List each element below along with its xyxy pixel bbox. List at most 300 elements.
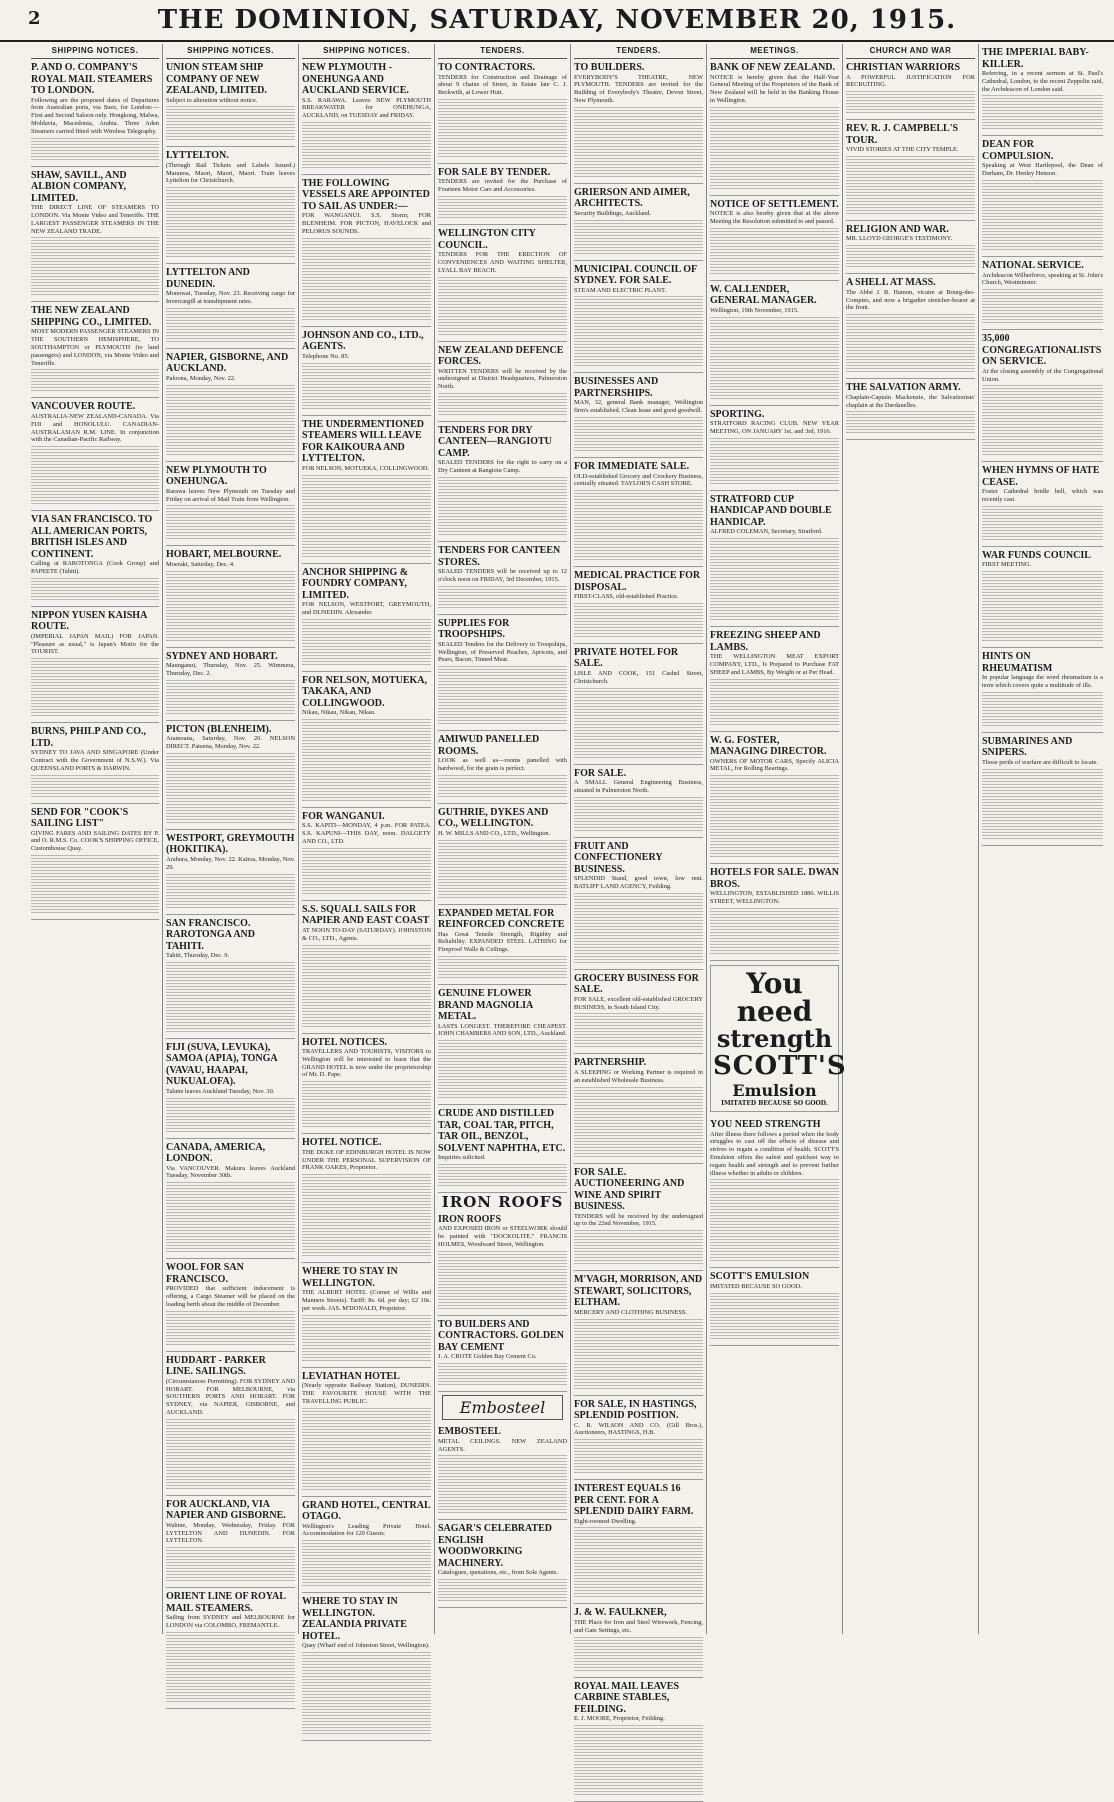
ad-title: HOBART, MELBOURNE. bbox=[166, 549, 282, 561]
print-lines bbox=[710, 787, 839, 797]
print-lines bbox=[302, 475, 431, 485]
ad-title: SPORTING. bbox=[710, 408, 765, 420]
ad-title: CANADA, AMERICA, LONDON. bbox=[166, 1141, 266, 1165]
ad-body: Security Buildings, Auckland. bbox=[574, 209, 652, 217]
ad-title: GENUINE FLOWER BRAND MAGNOLIA METAL. bbox=[438, 988, 533, 1022]
ad-body: MERCERY AND CLOTHING BUSINESS. bbox=[574, 1308, 688, 1316]
print-lines bbox=[302, 719, 431, 729]
ad-body: FIRST MEETING. bbox=[982, 561, 1032, 569]
print-lines bbox=[438, 968, 567, 978]
ad-body: SYDNEY TO JAVA AND SINGAPORE (Under Contract with the Government of N.S.W.). Via QUEENSLAND PORTS & DARWIN. bbox=[31, 749, 159, 772]
print-lines bbox=[166, 1311, 295, 1321]
ad-body: WELLINGTON, ESTABLISHED 1886. WILLIS STREET, WELLINGTON. bbox=[710, 890, 839, 905]
print-lines bbox=[438, 1064, 567, 1074]
print-lines bbox=[574, 1587, 703, 1597]
print-lines bbox=[438, 1052, 567, 1062]
ad-body: THE Place for Iron and Steel Wirework, Fencing, and Gate Settings, etc. bbox=[574, 1618, 703, 1634]
ad-title: RELIGION AND WAR. bbox=[846, 223, 949, 235]
print-lines bbox=[166, 595, 295, 605]
print-lines bbox=[574, 1087, 703, 1097]
advertisement bbox=[574, 1396, 703, 1481]
print-lines bbox=[31, 706, 159, 716]
ad-body: GIVING FARES AND SAILING DATES BY P. and O. R.M.S. Co. COOK'S SHIPPING OFFICE, Customhouse Quay. bbox=[31, 829, 159, 853]
print-lines bbox=[438, 864, 567, 874]
advertisement bbox=[166, 147, 295, 264]
print-lines bbox=[574, 724, 703, 734]
ad-title: FOR AUCKLAND, VIA NAPIER AND GISBORNE. bbox=[166, 1498, 286, 1522]
print-lines bbox=[302, 1186, 431, 1196]
print-lines bbox=[574, 1254, 703, 1264]
advertisement bbox=[982, 462, 1103, 547]
print-lines bbox=[574, 1527, 703, 1537]
print-lines bbox=[982, 313, 1103, 323]
ad-title: THE UNDERMENTIONED STEAMERS WILL LEAVE FOR KAIKOURA AND LYTTELTON. bbox=[302, 418, 424, 465]
print-lines bbox=[166, 692, 295, 702]
print-lines bbox=[438, 787, 567, 797]
print-lines bbox=[982, 829, 1103, 839]
print-lines bbox=[438, 1579, 567, 1589]
advertisement bbox=[574, 970, 703, 1055]
print-lines bbox=[438, 477, 567, 487]
print-lines bbox=[574, 1725, 703, 1735]
print-lines bbox=[31, 138, 159, 148]
print-lines bbox=[166, 986, 295, 996]
ad-title: CHRISTIAN WARRIORS bbox=[846, 62, 961, 73]
print-lines bbox=[710, 474, 839, 484]
print-lines bbox=[846, 192, 975, 202]
print-lines bbox=[166, 1656, 295, 1666]
print-lines bbox=[710, 240, 839, 250]
advertisement bbox=[710, 281, 839, 406]
print-lines bbox=[574, 1637, 703, 1647]
ad-title: THE NEW ZEALAND SHIPPING CO., LIMITED. bbox=[31, 305, 152, 328]
print-lines bbox=[166, 187, 295, 197]
print-lines bbox=[982, 619, 1103, 629]
print-lines bbox=[166, 106, 295, 116]
print-lines bbox=[982, 240, 1103, 250]
print-lines bbox=[574, 332, 703, 342]
print-lines bbox=[302, 1676, 431, 1686]
advertisement bbox=[710, 1116, 839, 1268]
print-lines bbox=[846, 91, 975, 101]
print-lines bbox=[574, 1451, 703, 1461]
print-lines bbox=[302, 872, 431, 882]
print-lines bbox=[166, 1680, 295, 1690]
print-lines bbox=[166, 1431, 295, 1441]
print-lines bbox=[574, 627, 703, 637]
ad-title: FOR NELSON, MOTUEKA, TAKAKA, AND COLLINGWOOD. bbox=[302, 674, 428, 709]
ad-body: After illness there follows a period when the body struggles to cast off the effects of disease and strives to regain a condition of health. SCOTT'S Emulsion offers the safest and quickest way to regain health and strength and to prevent further illness whether in adults or children. bbox=[710, 1130, 839, 1177]
ad-body: SEALED TENDERS will be received up to 12 o'clock noon on FRIDAY, 3rd December, 1915. bbox=[438, 568, 567, 583]
print-lines bbox=[574, 429, 703, 439]
ad-body: FOR NELSON, WESTPORT, GREYMOUTH, and DUNEDIN. Alexander. bbox=[302, 601, 431, 616]
print-lines bbox=[302, 523, 431, 533]
print-lines bbox=[302, 1444, 431, 1454]
advertisement bbox=[166, 59, 295, 147]
advertisement bbox=[166, 1139, 295, 1260]
ad-body: OLD-established Grocery and Crockery Business, centrally situated. TAYLOR'S CASH STORE. bbox=[574, 472, 703, 488]
advertisement bbox=[710, 59, 839, 196]
print-lines bbox=[31, 682, 159, 692]
print-lines bbox=[438, 1176, 567, 1186]
ad-body: STEAM AND ELECTRIC PLANT. bbox=[574, 286, 667, 294]
print-lines bbox=[574, 1013, 703, 1023]
print-lines bbox=[302, 945, 431, 955]
print-lines bbox=[302, 755, 431, 765]
print-lines bbox=[302, 1174, 431, 1184]
advertisement bbox=[846, 221, 975, 274]
ad-body: NOTICE is also hereby given that at the above Meeting the Resolution submitted to and passed. bbox=[710, 210, 839, 226]
print-lines bbox=[574, 308, 703, 318]
ad-headline-2: strength bbox=[716, 1023, 833, 1053]
print-lines bbox=[302, 298, 431, 308]
print-lines bbox=[710, 389, 839, 399]
print-lines bbox=[302, 731, 431, 741]
print-lines bbox=[574, 1737, 703, 1747]
print-lines bbox=[302, 1576, 431, 1586]
ad-body: TRAVELLERS AND TOURISTS, VISITORS to Wellington will be interested to learn that the GRAND HOTEL is now under the proprietorship of Mr. D. Pape. bbox=[302, 1048, 431, 1079]
print-lines bbox=[574, 917, 703, 927]
advertisement bbox=[710, 627, 839, 731]
print-lines bbox=[982, 204, 1103, 214]
advertisement bbox=[574, 458, 703, 567]
advertisement bbox=[574, 1054, 703, 1163]
ad-body: C. R. WILSON AND CO. (Gill Bros.), Auctioneers, HASTINGS, H.B. bbox=[574, 1421, 703, 1437]
ad-title: S.S. SQUALL SAILS FOR NAPIER AND EAST COAST bbox=[302, 903, 430, 927]
advertisement bbox=[574, 261, 703, 374]
print-lines bbox=[166, 130, 295, 140]
print-lines bbox=[302, 1081, 431, 1091]
advertisement bbox=[438, 985, 567, 1105]
print-lines bbox=[710, 1251, 839, 1261]
ad-body: Tahiti, Thursday, Dec. 9. bbox=[166, 952, 230, 959]
ad-body: FOR NELSON, MOTUEKA, COLLINGWOOD. bbox=[302, 464, 430, 472]
ad-body: Chaplain-Captain Mackenzie, the Salvationists' chaplain at the Dardanelles. bbox=[846, 393, 975, 409]
print-lines bbox=[166, 247, 295, 257]
ad-body: J. A. CROTE Golden Bay Cement Co. bbox=[438, 1353, 537, 1361]
ad-body: Nikau, Nikau, Nikau, Nikau. bbox=[302, 709, 376, 717]
column-header: TENDERS. bbox=[574, 44, 703, 59]
print-lines bbox=[166, 1668, 295, 1678]
ad-title: FOR SALE. bbox=[574, 767, 627, 779]
print-lines bbox=[302, 957, 431, 967]
print-lines bbox=[574, 1379, 703, 1389]
advertisement bbox=[166, 915, 295, 1039]
print-lines bbox=[166, 320, 295, 330]
print-lines bbox=[166, 445, 295, 455]
ad-body: AND EXPOSED IRON or STEELWORK should be painted with "DOCKOLITE." FRANCIS HOLMES, Woodward Street, Wellington. bbox=[438, 1225, 567, 1249]
print-lines bbox=[710, 155, 839, 165]
ad-title: EMBOSTEEL bbox=[438, 1426, 501, 1438]
print-lines bbox=[574, 809, 703, 819]
ad-body: METAL CEILINGS. NEW ZEALAND AGENTS. bbox=[438, 1437, 567, 1453]
advertisement bbox=[574, 765, 703, 838]
ad-body: Sailing from SYDNEY and MELBOURNE for LONDON via COLOMBO, FREMANTLE. bbox=[166, 1614, 295, 1629]
print-lines bbox=[438, 1275, 567, 1285]
ad-title: TO CONTRACTORS. bbox=[438, 62, 535, 73]
column-header: CHURCH AND WAR bbox=[846, 44, 975, 59]
print-lines bbox=[302, 158, 431, 168]
print-lines bbox=[438, 289, 567, 299]
ad-body: A SMALL General Engineering Business, situated in Palmerston North. bbox=[574, 779, 703, 794]
advertisement bbox=[31, 167, 159, 303]
print-lines bbox=[166, 1467, 295, 1477]
print-lines bbox=[438, 208, 567, 218]
print-lines bbox=[710, 353, 839, 363]
advertisement bbox=[574, 1604, 703, 1677]
print-lines bbox=[710, 1329, 839, 1339]
print-lines bbox=[438, 876, 567, 886]
ad-title: SCOTT'S EMULSION bbox=[710, 1271, 810, 1283]
print-lines bbox=[574, 1551, 703, 1561]
print-lines bbox=[710, 823, 839, 833]
print-lines bbox=[302, 969, 431, 979]
advertisement bbox=[302, 175, 431, 327]
print-lines bbox=[982, 180, 1103, 190]
print-lines bbox=[302, 487, 431, 497]
ad-body: ALFRED COLEMAN, Secretary, Stratford. bbox=[710, 528, 823, 536]
ad-body: LOOK as well as—rooms panelled with hardwood, for the grain is perfect. bbox=[438, 757, 567, 772]
print-lines bbox=[982, 433, 1103, 443]
print-lines bbox=[31, 381, 159, 391]
ad-title: IRON ROOFS bbox=[438, 1213, 502, 1225]
iron-roofs-banner: IRON ROOFS bbox=[441, 1192, 564, 1211]
ad-body: LASTS LONGEST. THEREFORE CHEAPEST. JOHN CHAMBERS AND SON, LTD., Auckland. bbox=[438, 1022, 567, 1038]
advertisement bbox=[438, 1105, 567, 1193]
print-lines bbox=[982, 518, 1103, 528]
print-lines bbox=[438, 196, 567, 206]
ad-body: MOST MODERN PASSENGER STEAMERS IN THE SOUTHERN HEMISPHERE, TO SOUTHAMPTON or PLYMOUTH (to land passengers) and LONDON, via Monte Video and Teneriffe. bbox=[31, 328, 159, 367]
print-lines bbox=[31, 369, 159, 379]
print-lines bbox=[710, 1179, 839, 1189]
ad-body: E. J. MOORE, Proprietor, Feilding. bbox=[574, 1715, 665, 1723]
ad-title: FOR SALE, IN HASTINGS, SPLENDID POSITION. bbox=[574, 1398, 697, 1421]
ad-body: (Circumstances Permitting). FOR SYDNEY AND HOBART. FOR MELBOURNE, via SOUTHERN PORTS AND HOBART. FOR SYDNEY, via NAPIER, GISBORNE, and AUCKLAND. bbox=[166, 1377, 295, 1416]
print-lines bbox=[166, 998, 295, 1008]
print-lines bbox=[302, 547, 431, 557]
ad-body: Quay (Wharf end of Johnston Street, Wellington). bbox=[302, 1642, 430, 1650]
print-lines bbox=[982, 289, 1103, 299]
print-lines bbox=[438, 1491, 567, 1501]
print-lines bbox=[982, 506, 1103, 516]
print-lines bbox=[982, 530, 1103, 540]
ad-body: EVERYBODY'S THEATRE, NEW PLYMOUTH. TENDERS are invited for the Building of Everybody's Theatre, Devon Street, New Plymouth. bbox=[574, 73, 703, 104]
ad-title: JOHNSON AND CO., LTD., AGENTS. bbox=[302, 329, 424, 353]
column-8 bbox=[979, 44, 1106, 1634]
advertisement bbox=[438, 804, 567, 905]
ad-body: THE WELLINGTON MEAT EXPORT COMPANY, LTD., Is Prepared to Purchase FAT SHEEP and LAMBS, By Weight or at Per Head. bbox=[710, 653, 839, 676]
print-lines bbox=[982, 595, 1103, 605]
ad-title: FREEZING SHEEP AND LAMBS. bbox=[710, 630, 821, 653]
print-lines bbox=[710, 317, 839, 327]
print-lines bbox=[846, 180, 975, 190]
ad-body: NOTICE is hereby given that the Half-Year General Meeting of the Proprietors of the Bank of New Zealand will be held in the Banking House in Wellington. bbox=[710, 73, 839, 104]
print-lines bbox=[574, 748, 703, 758]
print-lines bbox=[574, 893, 703, 903]
ad-title: HUDDART - PARKER LINE. SAILINGS. bbox=[166, 1354, 266, 1378]
column-header: SHIPPING NOTICES. bbox=[31, 44, 159, 59]
print-lines bbox=[846, 245, 975, 255]
ad-title: NATIONAL SERVICE. bbox=[982, 260, 1084, 272]
advertisement bbox=[166, 1259, 295, 1351]
print-lines bbox=[166, 421, 295, 431]
print-lines bbox=[846, 326, 975, 336]
print-lines bbox=[982, 607, 1103, 617]
masthead bbox=[0, 0, 1114, 42]
ad-title: WAR FUNDS COUNCIL bbox=[982, 549, 1091, 561]
ad-body: SEALED TENDERS for the right to carry on a Dry Canteen at Rangiotu Camp. bbox=[438, 459, 567, 475]
print-lines bbox=[438, 956, 567, 966]
print-lines bbox=[166, 1443, 295, 1453]
ad-body: In popular language the word rheumatism is a term which covers quite a multitude of ills. bbox=[982, 674, 1103, 690]
print-lines bbox=[710, 920, 839, 930]
print-lines bbox=[302, 1105, 431, 1115]
ad-body: Those perils of warfare are difficult to locate. bbox=[982, 758, 1098, 766]
print-lines bbox=[302, 499, 431, 509]
print-lines bbox=[438, 1076, 567, 1086]
ad-body: Calling at RAROTONGA (Cook Group) and PAPEETE (Tahiti). bbox=[31, 560, 159, 575]
ad-body: Inquiries solicited. bbox=[438, 1154, 486, 1162]
ad-body: Via VANCOUVER. Makura leaves Auckland Tuesday, November 30th. bbox=[166, 1164, 295, 1180]
print-lines bbox=[31, 470, 159, 480]
print-lines bbox=[166, 813, 295, 823]
print-lines bbox=[710, 264, 839, 274]
print-lines bbox=[846, 314, 975, 324]
print-lines bbox=[166, 529, 295, 539]
print-lines bbox=[574, 1331, 703, 1341]
print-lines bbox=[166, 308, 295, 318]
print-lines bbox=[982, 583, 1103, 593]
ad-title: A SHELL AT MASS. bbox=[846, 277, 936, 289]
print-lines bbox=[982, 216, 1103, 226]
print-lines bbox=[302, 1700, 431, 1710]
print-lines bbox=[31, 787, 159, 797]
column-7 bbox=[843, 44, 979, 1634]
ad-body: The Abbé J. B. Hamon, vicaire at Bourg-des-Comptes, and now a brigadier stretcher-bearer at the front. bbox=[846, 288, 975, 312]
print-lines bbox=[166, 1323, 295, 1333]
advertisement bbox=[166, 1496, 295, 1588]
ad-title: GRAND HOTEL, CENTRAL OTAGO. bbox=[302, 1499, 431, 1523]
ad-title: BUSINESSES AND PARTNERSHIPS. bbox=[574, 376, 659, 399]
ad-title: GUTHRIE, DYKES AND CO., WELLINGTON. bbox=[438, 806, 549, 830]
print-lines bbox=[710, 811, 839, 821]
print-lines bbox=[166, 1182, 295, 1192]
print-lines bbox=[166, 1098, 295, 1108]
advertisement bbox=[438, 59, 567, 164]
print-lines bbox=[302, 387, 431, 397]
print-lines bbox=[438, 99, 567, 109]
advertisement bbox=[846, 120, 975, 221]
print-lines bbox=[438, 489, 567, 499]
print-lines bbox=[302, 884, 431, 894]
column-header: MEETINGS. bbox=[710, 44, 839, 59]
print-lines bbox=[438, 325, 567, 335]
ad-title: TENDERS FOR CANTEEN STORES. bbox=[438, 545, 561, 568]
print-lines bbox=[574, 1649, 703, 1659]
print-lines bbox=[302, 981, 431, 991]
print-lines bbox=[438, 1363, 567, 1373]
print-lines bbox=[574, 1025, 703, 1035]
print-lines bbox=[438, 513, 567, 523]
advertisement bbox=[438, 905, 567, 985]
print-lines bbox=[166, 886, 295, 896]
print-lines bbox=[574, 167, 703, 177]
column-header: SHIPPING NOTICES. bbox=[166, 44, 295, 59]
print-lines bbox=[982, 793, 1103, 803]
advertisement bbox=[982, 44, 1103, 136]
print-lines bbox=[574, 1661, 703, 1671]
advertisement bbox=[438, 1316, 567, 1392]
ad-body: A POWERFUL JUSTIFICATION FOR RECRUITING. bbox=[846, 73, 975, 89]
print-lines bbox=[31, 891, 159, 901]
ad-body: MR. LLOYD GEORGE'S TESTIMONY. bbox=[846, 235, 953, 243]
print-lines bbox=[982, 385, 1103, 395]
advertisement bbox=[166, 830, 295, 915]
print-lines bbox=[574, 143, 703, 153]
print-lines bbox=[302, 1664, 431, 1674]
print-lines bbox=[166, 801, 295, 811]
ad-title: NEW PLYMOUTH TO ONEHUNGA. bbox=[166, 464, 267, 488]
advertisement bbox=[302, 1263, 431, 1367]
print-lines bbox=[31, 458, 159, 468]
print-lines bbox=[710, 610, 839, 620]
print-lines bbox=[438, 586, 567, 596]
print-lines bbox=[710, 715, 839, 725]
ad-title: SUPPLIES FOR TROOPSHIPS. bbox=[438, 617, 510, 641]
advertisement bbox=[166, 1352, 295, 1496]
advertisement bbox=[710, 196, 839, 281]
print-lines bbox=[438, 277, 567, 287]
ad-body: IMITATED BECAUSE SO GOOD. bbox=[710, 1282, 802, 1290]
print-lines bbox=[302, 274, 431, 284]
advertisement bbox=[302, 564, 431, 672]
ad-title: STRATFORD CUP HANDICAP AND DOUBLE HANDICAP. bbox=[710, 493, 832, 528]
advertisement bbox=[438, 422, 567, 542]
print-lines bbox=[302, 535, 431, 545]
print-lines bbox=[438, 1503, 567, 1513]
advertisement bbox=[574, 1480, 703, 1604]
print-lines bbox=[31, 775, 159, 785]
print-lines bbox=[438, 678, 567, 688]
print-lines bbox=[574, 1319, 703, 1329]
print-lines bbox=[710, 438, 839, 448]
print-lines bbox=[710, 462, 839, 472]
print-lines bbox=[982, 805, 1103, 815]
print-lines bbox=[710, 1317, 839, 1327]
print-lines bbox=[710, 119, 839, 129]
print-lines bbox=[710, 252, 839, 262]
print-lines bbox=[302, 1420, 431, 1430]
print-lines bbox=[302, 1480, 431, 1490]
ad-title: P. AND O. COMPANY'S ROYAL MAIL STEAMERS TO LONDON. bbox=[31, 62, 153, 96]
ad-body: TENDERS for Construction and Drainage of about 9 chains of Street, in Estate late C. J. Beckwith, at Lower Hutt. bbox=[438, 73, 567, 97]
ad-title: PARTNERSHIP. bbox=[574, 1057, 647, 1069]
advertisement bbox=[982, 648, 1103, 733]
ad-body: Monowai, Tuesday, Nov. 23. Receiving cargo for Invercargill at transhipment rates. bbox=[166, 290, 295, 306]
ad-body: Speaking at West Hartlepool, the Dean of Durham, Dr. Henley Henson. bbox=[982, 162, 1103, 178]
print-lines bbox=[982, 421, 1103, 431]
print-lines bbox=[710, 365, 839, 375]
print-lines bbox=[31, 482, 159, 492]
print-lines bbox=[574, 220, 703, 230]
print-lines bbox=[846, 350, 975, 360]
advertisement bbox=[982, 136, 1103, 257]
print-lines bbox=[710, 1191, 839, 1201]
advertisement bbox=[846, 379, 975, 440]
print-lines bbox=[302, 767, 431, 777]
print-lines bbox=[710, 550, 839, 560]
print-lines bbox=[710, 586, 839, 596]
